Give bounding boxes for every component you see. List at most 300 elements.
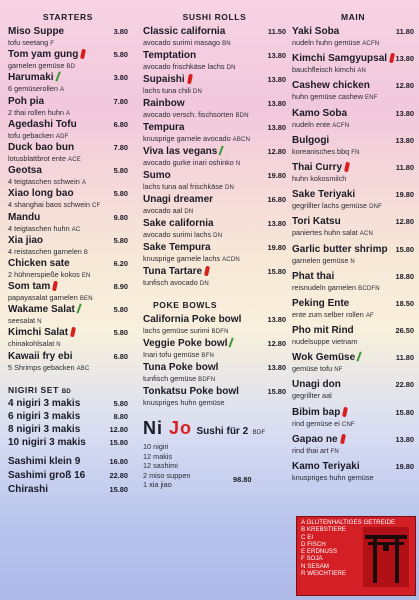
item-description: [292, 337, 414, 347]
item-description-text: reisnudeln garnelen: [292, 282, 357, 292]
item-price: 19.80: [395, 462, 414, 471]
item-name: [143, 74, 286, 86]
menu-item: [8, 304, 128, 327]
menu-item: [143, 74, 286, 98]
item-price: 12.80: [109, 424, 128, 434]
item-price: 11.50: [267, 27, 286, 36]
item-name-text: Xia jiao: [8, 234, 44, 246]
item-description-text: nudeln huhn gemüse: [292, 38, 361, 47]
allergen-codes: A: [81, 180, 87, 187]
item-name-text: Bulgogi: [292, 134, 330, 146]
item-description-text: bauchfleisch kimchi: [292, 65, 356, 75]
item-price: 7.80: [113, 96, 128, 106]
allergen-codes: CNF: [341, 421, 355, 428]
menu-item: [8, 26, 128, 49]
sushi-column: [143, 8, 286, 508]
item-description-text: chinakohlsalat: [8, 339, 55, 349]
item-price: 15.80: [267, 267, 286, 276]
item-description: [292, 201, 414, 212]
item-price: 19.80: [267, 171, 286, 180]
item-description: [8, 316, 128, 327]
item-description: [292, 391, 414, 401]
allergen-codes: ACDN: [222, 257, 240, 263]
item-price: 8.90: [113, 282, 128, 292]
item-description: [8, 61, 128, 72]
allergen-codes: BDFN: [198, 377, 216, 383]
item-description: [143, 62, 286, 73]
vegan-leaf-icon: [219, 145, 227, 156]
item-name: [143, 194, 286, 206]
item-name-text: Mandu: [8, 211, 41, 223]
item-description: [8, 224, 128, 235]
item-description: [8, 247, 128, 258]
item-name: [8, 119, 128, 131]
menu-item: [292, 352, 414, 379]
menu-item: [292, 80, 414, 107]
chili-icon: [389, 53, 395, 64]
item-name: [8, 165, 128, 177]
item-description-text: lachs tuna chili: [143, 86, 191, 95]
starters-list: [8, 26, 128, 374]
item-description: [143, 86, 286, 97]
item-description-text: tunfisch gemüse: [143, 374, 197, 383]
item-name-text: California Poke bowl: [143, 314, 242, 325]
allergen-codes: FN: [351, 149, 360, 156]
allergen-codes: BDN: [235, 113, 249, 119]
allergen-codes: ACE: [68, 156, 81, 163]
item-name-text: Som tam: [8, 281, 51, 293]
item-description: [143, 374, 286, 385]
nijo-brand-a: Ni: [143, 418, 163, 438]
chili-icon: [204, 266, 210, 277]
item-name-text: Garlic butter shrimp: [292, 243, 388, 255]
menu-item: [292, 244, 414, 271]
allergen-codes: ABC: [76, 365, 90, 372]
item-name: [143, 146, 286, 158]
item-name: [143, 338, 286, 350]
item-name: [143, 314, 286, 326]
item-name-text: Agedashi Tofu: [8, 118, 77, 130]
menu-item: [8, 484, 128, 498]
item-description: [143, 38, 286, 49]
item-description-text: avocado aal: [143, 206, 183, 215]
item-price: 13.80: [267, 51, 286, 60]
item-name-text: Tempura: [143, 122, 185, 133]
nijo-lines: [143, 442, 286, 490]
item-description: [143, 254, 286, 265]
item-name-text: 10 nigiri 3 makis: [8, 436, 86, 448]
item-price: 15.80: [109, 484, 128, 494]
item-description-text: avocado gurke inari oshinko: [143, 158, 234, 167]
item-price: 22.80: [395, 380, 414, 390]
allergen-entry: N SESAM: [301, 562, 329, 570]
item-price: 7.80: [113, 142, 128, 152]
nijo-brand-b: Jo: [169, 418, 193, 438]
item-name-text: Kawaii fry ebi: [8, 350, 73, 362]
item-name-text: Bibim bap: [292, 406, 341, 418]
item-description: [8, 38, 128, 49]
allergen-codes: AN: [357, 68, 367, 75]
item-description-text: lachs tuna aal frischkäse: [143, 182, 223, 191]
nigiri-header-code: BD: [61, 388, 71, 395]
item-name-text: 4 nigiri 3 makis: [8, 397, 81, 409]
item-description: [8, 177, 128, 188]
item-name-text: Sumo: [143, 170, 171, 181]
poke-header: POKE BOWLS: [153, 300, 218, 310]
chili-icon: [340, 434, 346, 445]
menu-item: [8, 188, 128, 211]
item-description: [8, 270, 128, 281]
chili-icon: [80, 49, 86, 60]
item-name-text: Temptation: [143, 50, 197, 61]
item-description: [8, 293, 128, 304]
allergen-codes: DNF: [369, 204, 383, 211]
item-description-text: 5 Shrimps gebacken: [8, 362, 75, 372]
vegan-leaf-icon: [357, 352, 365, 363]
sushi-header: SUSHI ROLLS: [182, 12, 247, 22]
starters-header: STARTERS: [43, 12, 93, 22]
allergen-codes: ACFN: [362, 41, 380, 47]
item-name: [8, 235, 128, 247]
item-description-text: gegrillter lachs gemüse: [292, 201, 368, 211]
item-description-text: papayasalat garnelen: [8, 293, 78, 303]
menu-item: [292, 216, 414, 243]
item-description: [143, 110, 286, 121]
menu-item: [8, 281, 128, 304]
item-price: 18.80: [395, 271, 414, 281]
item-description: [8, 108, 128, 119]
item-name-text: Tuna Poke bowl: [143, 362, 219, 373]
item-price: 11.80: [395, 353, 414, 363]
item-description-text: 4 teigtaschen huhn: [8, 223, 70, 233]
item-description: [292, 65, 414, 76]
item-name: [143, 26, 286, 38]
allergen-codes: N: [235, 161, 241, 167]
menu-item: [292, 162, 414, 189]
item-name-text: Miso Suppe: [8, 26, 65, 37]
chili-icon: [52, 281, 58, 292]
item-name-text: Harumaki: [8, 72, 54, 84]
item-description: [292, 92, 414, 103]
item-name-text: Pho mit Rind: [292, 325, 354, 337]
allergen-codes: N: [37, 319, 42, 326]
item-price: 13.80: [267, 363, 286, 372]
menu-item: [143, 170, 286, 194]
menu-item: [292, 53, 414, 80]
chili-icon: [70, 327, 76, 338]
menu-item: [143, 122, 286, 146]
allergen-codes: BCDFN: [358, 285, 380, 292]
menu-item: [292, 379, 414, 406]
allergen-entry: C EI: [301, 533, 314, 541]
item-name-text: Veggie Poke bowl: [143, 338, 228, 349]
item-description-text: nudelsuppe vietnam: [292, 337, 358, 347]
menu-item: [8, 49, 128, 72]
item-name: [8, 212, 128, 224]
item-price: 12.80: [395, 217, 414, 227]
item-name-text: Gapao ne: [292, 433, 338, 445]
item-description-text: avocado versch. fischsorten: [143, 110, 234, 119]
item-name-text: Sake california: [143, 218, 214, 229]
item-name-text: Supaishi: [143, 74, 185, 85]
item-price: 5.80: [113, 166, 128, 176]
allergen-codes: N: [56, 342, 61, 349]
item-price: 13.80: [267, 315, 286, 324]
menu-item: [8, 96, 128, 119]
item-name-text: Classic california: [143, 26, 226, 37]
allergen-codes: AF: [365, 312, 374, 319]
allergen-codes: CF: [91, 203, 101, 210]
item-description-text: lachs gemüse surimi: [143, 326, 210, 335]
allergen-codes: ACFN: [332, 122, 350, 129]
item-name: [8, 96, 128, 108]
item-price: 16.80: [109, 456, 128, 466]
allergen-codes: DN: [213, 233, 223, 239]
menu-item: [143, 266, 286, 290]
menu-item: [292, 434, 414, 461]
sashimi-list: [8, 456, 128, 498]
item-description: [143, 230, 286, 241]
item-description: [292, 446, 414, 457]
item-description: [143, 182, 286, 193]
menu-item: [292, 26, 414, 53]
item-price: 13.80: [395, 108, 414, 118]
item-description-text: lotusblattbrot ente: [8, 153, 67, 163]
nijo-line: 12 sashimi: [143, 461, 178, 470]
item-price: 16.80: [267, 195, 286, 204]
menu-item: [292, 461, 414, 488]
starters-column: [8, 8, 128, 498]
item-description-text: gegrillter aal: [292, 391, 332, 401]
item-price: 19.80: [395, 190, 414, 200]
allergen-codes: AC: [71, 226, 81, 233]
item-name-text: Wakame Salat: [8, 304, 75, 316]
allergen-codes: F: [50, 41, 55, 47]
nigiri-header-label: NIGIRI SET: [8, 384, 59, 395]
item-name-text: Sake Tempura: [143, 242, 211, 253]
item-price: 13.80: [395, 135, 414, 145]
sushi-list: [143, 26, 286, 290]
menu-item: [143, 98, 286, 122]
item-description-text: 2 hühnerspieße kokos: [8, 269, 80, 279]
nijo-line: 12 makis: [143, 451, 173, 461]
menu-item: [8, 119, 128, 142]
item-name-text: Thai Curry: [292, 161, 343, 173]
item-description-text: koreanisches bbq: [292, 146, 350, 156]
item-description: [292, 147, 414, 158]
item-price: 6.80: [113, 351, 128, 361]
allergen-codes: BN: [222, 41, 231, 47]
allergen-codes: ABCN: [232, 137, 251, 143]
allergen-codes: DN: [199, 281, 209, 287]
item-description-text: 6 gemüserollen: [8, 84, 58, 94]
item-name-text: Xiao long bao: [8, 188, 74, 200]
allergen-box: [296, 516, 416, 596]
item-description-text: nudeln ente: [292, 119, 331, 129]
item-name: [8, 351, 128, 363]
allergen-codes: A: [66, 110, 71, 117]
menu-item: [8, 411, 128, 424]
item-description: [8, 84, 128, 95]
item-name: [143, 170, 286, 182]
item-name: [143, 386, 286, 398]
item-description: [143, 158, 286, 169]
nigiri-list: [8, 398, 128, 450]
item-description-text: ente zum selber rollen: [292, 309, 364, 319]
item-name-text: Yaki Soba: [292, 26, 340, 37]
item-name-text: Geotsa: [8, 165, 42, 177]
item-name-text: Cashew chicken: [292, 80, 370, 92]
item-description: [292, 283, 414, 294]
item-description: [8, 363, 128, 374]
item-description: [292, 174, 414, 184]
item-name: [143, 218, 286, 230]
item-description-text: huhn gemüse cashew: [292, 92, 363, 102]
item-name-text: Kamo Teriyaki: [292, 461, 360, 472]
item-price: 3.80: [113, 27, 128, 36]
nijo-line: 1 xia jiao: [143, 480, 172, 489]
item-name-text: Sashimi klein 9: [8, 455, 81, 467]
menu-item: [143, 338, 286, 362]
item-description-text: Inari tofu gemüse: [143, 350, 200, 359]
allergen-entry: F SOJA: [301, 555, 323, 563]
item-name-text: Rainbow: [143, 98, 185, 109]
item-price: 5.80: [113, 50, 128, 60]
item-price: 12.80: [267, 339, 286, 348]
nijo-brand: [143, 418, 192, 438]
item-description-text: rind thai art: [292, 445, 329, 455]
menu-item: [292, 135, 414, 162]
item-name: [143, 50, 286, 62]
item-description-text: garnelen gemüse: [8, 61, 65, 71]
item-price: 13.80: [395, 434, 414, 444]
allergen-codes: BFN: [201, 353, 215, 359]
item-name-text: Chicken sate: [8, 257, 70, 269]
chili-icon: [342, 406, 348, 417]
item-description: [292, 256, 414, 267]
allergen-entry: D FISCH: [301, 540, 326, 548]
item-description: [143, 134, 286, 145]
item-price: 5.80: [113, 235, 128, 245]
menu-item: [8, 142, 128, 165]
item-description-text: avocado frischkäse lachs: [143, 62, 225, 71]
item-name-text: Chirashi: [8, 483, 49, 495]
nijo-section: [143, 418, 286, 508]
item-description-text: 2 thai rollen huhn: [8, 107, 64, 117]
menu-item: [8, 235, 128, 258]
item-description: [8, 339, 128, 350]
item-name: [143, 242, 286, 254]
item-price: 26.50: [395, 326, 414, 336]
torii-gate-icon: [363, 527, 409, 587]
menu-item: [8, 258, 128, 281]
item-name-text: Peking Ente: [292, 297, 350, 309]
item-description-text: 4 teigtaschen schwein: [8, 177, 80, 187]
menu-item: [143, 218, 286, 242]
item-price: 13.80: [267, 75, 286, 84]
item-name: [8, 49, 128, 61]
item-description: [143, 350, 286, 361]
menu-item: [292, 189, 414, 216]
item-description: [292, 120, 414, 131]
item-name: [143, 122, 286, 134]
allergen-entry: E ERDNUSS: [301, 548, 338, 556]
allergen-codes: BD: [66, 64, 76, 71]
item-name-text: Wok Gemüse: [292, 352, 356, 364]
item-description-text: paniertes huhn salat: [292, 228, 358, 238]
item-description: [292, 310, 414, 321]
menu-item: [143, 26, 286, 50]
menu-item: [143, 50, 286, 74]
item-description-text: 4 shanghai baos schwein: [8, 200, 90, 210]
item-description-text: knusprige garnele lachs: [143, 254, 221, 263]
item-price: 9.80: [113, 212, 128, 222]
menu-item: [143, 386, 286, 410]
item-name-text: Unagi don: [292, 379, 341, 391]
item-description-text: gemüse tofu: [292, 364, 333, 374]
item-description-text: knusprige garnele avocado: [143, 134, 231, 143]
item-name-text: Viva las vegans: [143, 146, 218, 157]
item-price: 15.80: [395, 407, 414, 417]
item-price: 3.80: [113, 73, 128, 83]
item-price: 13.80: [395, 54, 414, 64]
menu-item: [8, 437, 128, 450]
main-column: [292, 8, 414, 488]
item-name: [8, 411, 128, 423]
menu-item: [143, 362, 286, 386]
item-description-text: seesalat: [8, 316, 36, 326]
item-price: 18.50: [395, 298, 414, 308]
item-name-text: Kamo Soba: [292, 107, 348, 119]
item-description-text: tofu gebacken: [8, 130, 54, 140]
item-name: [8, 327, 128, 339]
item-name-text: Duck bao bun: [8, 141, 75, 153]
menu-item: [8, 72, 128, 95]
poke-list: [143, 314, 286, 410]
item-price: 11.80: [395, 162, 414, 172]
vegan-leaf-icon: [76, 304, 84, 315]
vegan-leaf-icon: [229, 337, 237, 348]
menu-item: [292, 407, 414, 434]
allergen-codes: B: [83, 249, 89, 256]
menu-item: [292, 298, 414, 325]
menu-item: [143, 146, 286, 170]
item-name-text: Poh pia: [8, 95, 45, 107]
main-header: MAIN: [340, 12, 366, 22]
allergen-entry: R WEICHTIERE: [301, 570, 347, 578]
item-name-text: 8 nigiri 3 makis: [8, 423, 81, 435]
item-description: [8, 200, 128, 211]
item-description-text: tofu seetang: [8, 38, 49, 47]
nijo-title: Sushi für 2: [196, 426, 249, 437]
item-name-text: Tori Katsu: [292, 216, 341, 228]
menu-item: [8, 165, 128, 188]
menu-item: [8, 470, 128, 484]
item-price: 15.80: [109, 437, 128, 447]
menu-item: [8, 351, 128, 374]
item-description-text: rind gemüse ei: [292, 418, 340, 428]
menu-item: [8, 212, 128, 235]
allergen-entry: B KREBSTIERE: [301, 526, 347, 534]
item-price: 6.80: [113, 119, 128, 129]
nijo-line: 2 miso suppen: [143, 470, 191, 480]
allergen-codes: A: [59, 87, 65, 94]
item-name: [8, 304, 128, 316]
main-list: [292, 26, 414, 488]
allergen-codes: DN: [184, 209, 194, 215]
item-name-text: Tonkatsu Poke bowl: [143, 386, 239, 397]
item-price: 15.80: [267, 387, 286, 396]
